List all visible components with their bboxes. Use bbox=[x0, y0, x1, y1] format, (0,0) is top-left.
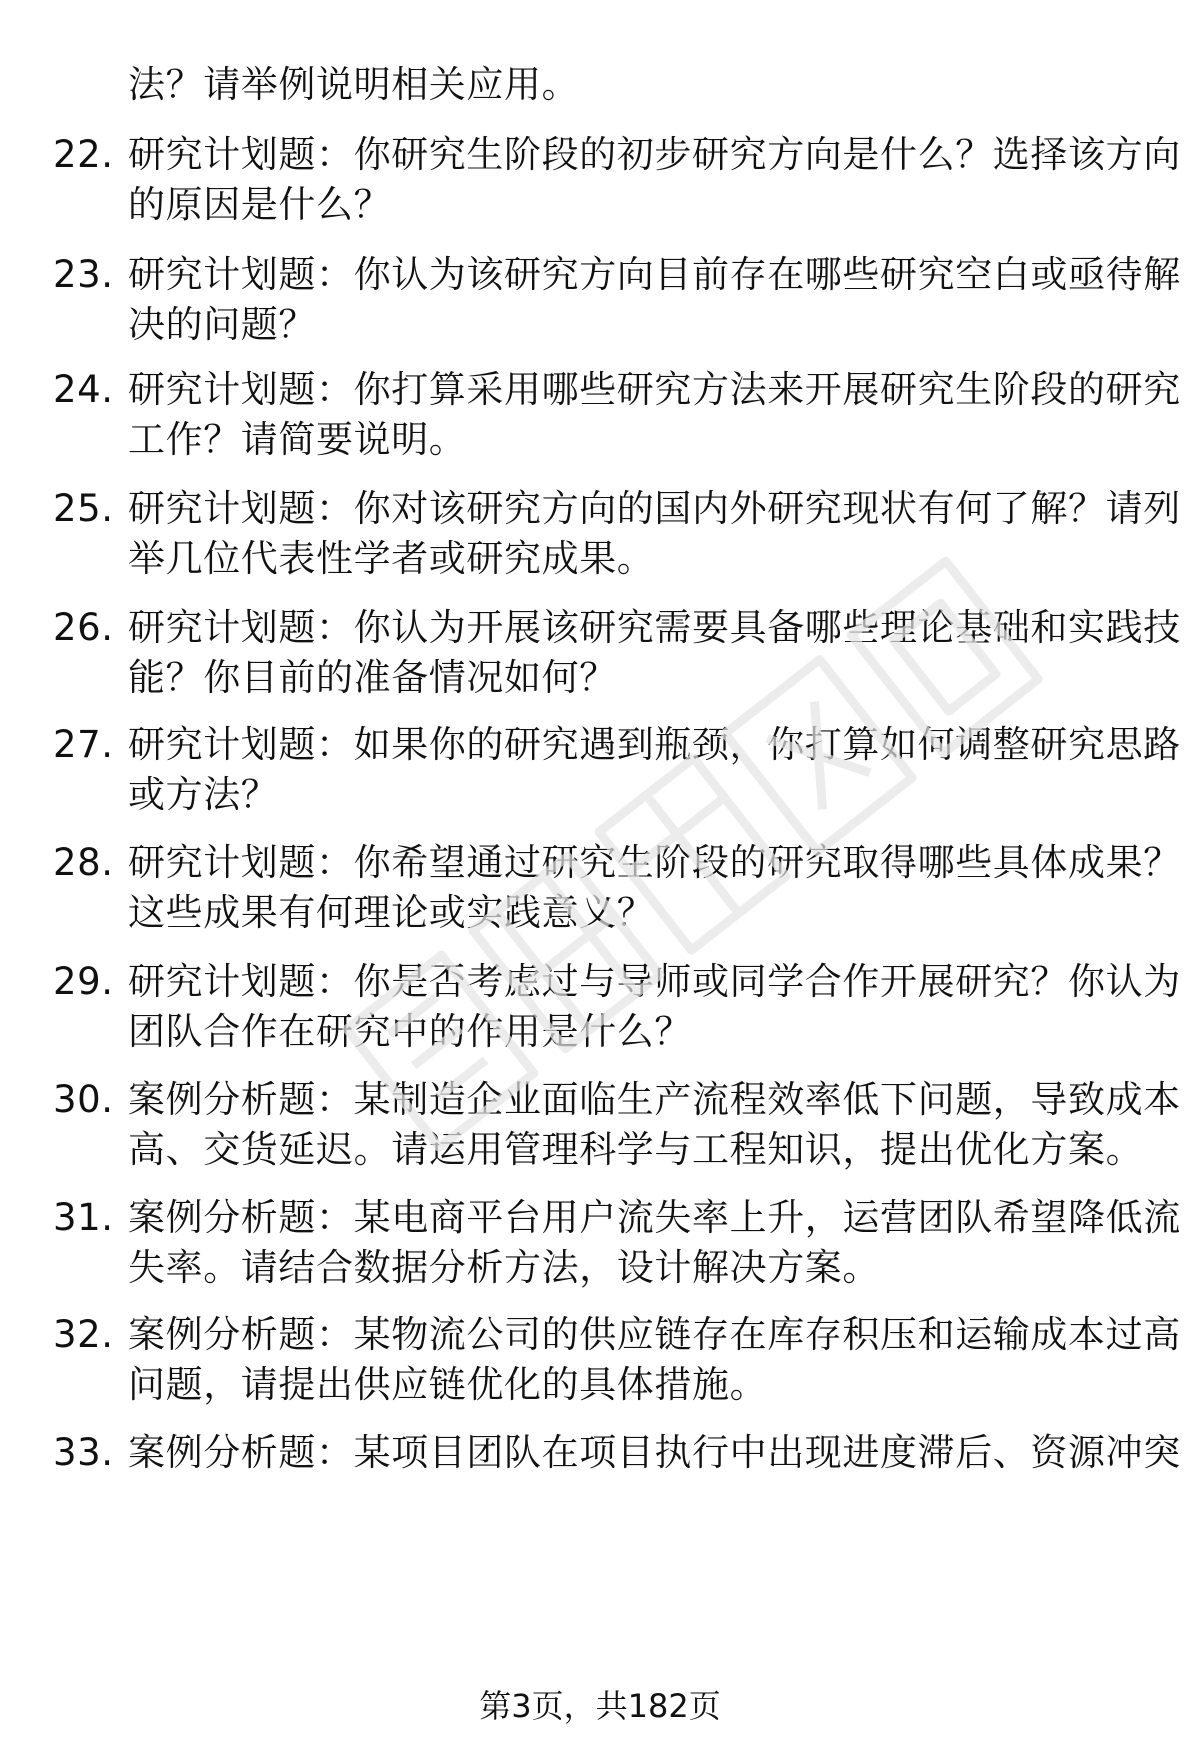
question-text-line: 案例分析题：某物流公司的供应链存在库存积压和运输成本过高 bbox=[128, 1313, 1181, 1356]
question-text-line: 的原因是什么？ bbox=[128, 183, 392, 226]
question-text bbox=[128, 1193, 1181, 1293]
question-text-line: 失率。请结合数据分析方法，设计解决方案。 bbox=[128, 1246, 880, 1289]
question-text bbox=[128, 957, 1181, 1057]
question-number: 33. bbox=[53, 1431, 114, 1474]
question-text-line: 案例分析题：某制造企业面临生产流程效率低下问题，导致成本 bbox=[128, 1078, 1181, 1121]
question-text-line: 研究计划题：你对该研究方向的国内外研究现状有何了解？请列 bbox=[128, 487, 1181, 530]
question-text bbox=[128, 365, 1181, 465]
question-text bbox=[128, 130, 1181, 230]
question-text-line: 高、交货延迟。请运用管理科学与工程知识，提出优化方案。 bbox=[128, 1128, 1144, 1171]
question-text-line: 决的问题？ bbox=[128, 303, 316, 346]
question-text bbox=[128, 603, 1181, 703]
question-text bbox=[128, 60, 1148, 110]
question-text-line: 问题，请提出供应链优化的具体措施。 bbox=[128, 1363, 768, 1406]
question-text-line: 能？你目前的准备情况如何？ bbox=[128, 656, 617, 699]
question-number: 25. bbox=[53, 487, 114, 530]
question-text bbox=[128, 1310, 1181, 1410]
question-text-line: 举几位代表性学者或研究成果。 bbox=[128, 537, 655, 580]
question-number: 26. bbox=[53, 606, 114, 649]
question-text bbox=[128, 720, 1181, 820]
question-text-line: 或方法？ bbox=[128, 773, 279, 816]
question-text bbox=[128, 484, 1181, 584]
question-text-line: 案例分析题：某电商平台用户流失率上升，运营团队希望降低流 bbox=[128, 1196, 1181, 1239]
question-text-line: 研究计划题：你希望通过研究生阶段的研究取得哪些具体成果？ bbox=[128, 841, 1181, 884]
question-text-line: 研究计划题：你认为该研究方向目前存在哪些研究空白或亟待解 bbox=[128, 253, 1181, 296]
question-text-line: 研究计划题：你是否考虑过与导师或同学合作开展研究？你认为 bbox=[128, 960, 1181, 1003]
question-number: 24. bbox=[53, 368, 114, 411]
question-text-line: 法？请举例说明相关应用。 bbox=[128, 63, 580, 106]
question-text-line: 这些成果有何理论或实践意义？ bbox=[128, 891, 655, 934]
question-text-line: 研究计划题：你打算采用哪些研究方法来开展研究生阶段的研究 bbox=[128, 368, 1181, 411]
question-text-line: 案例分析题：某项目团队在项目执行中出现进度滞后、资源冲突 bbox=[128, 1431, 1181, 1474]
question-text-line: 研究计划题：如果你的研究遇到瓶颈，你打算如何调整研究思路 bbox=[128, 723, 1181, 766]
question-text bbox=[128, 1075, 1181, 1175]
question-text bbox=[128, 250, 1181, 350]
page-number-footer: 第3页，共182页 bbox=[479, 1687, 721, 1725]
question-number: 31. bbox=[53, 1196, 114, 1239]
question-text-line: 团队合作在研究中的作用是什么？ bbox=[128, 1010, 692, 1053]
question-number: 29. bbox=[53, 960, 114, 1003]
question-number: 30. bbox=[53, 1078, 114, 1121]
question-number: 22. bbox=[53, 133, 114, 176]
question-number: 28. bbox=[53, 841, 114, 884]
question-text-line: 研究计划题：你研究生阶段的初步研究方向是什么？选择该方向 bbox=[128, 133, 1181, 176]
question-number: 23. bbox=[53, 253, 114, 296]
question-text bbox=[128, 838, 1181, 938]
question-text-line: 工作？请简要说明。 bbox=[128, 418, 467, 461]
question-number: 27. bbox=[53, 723, 114, 766]
question-text-line: 研究计划题：你认为开展该研究需要具备哪些理论基础和实践技 bbox=[128, 606, 1181, 649]
question-number: 32. bbox=[53, 1313, 114, 1356]
question-text bbox=[128, 1428, 1181, 1478]
